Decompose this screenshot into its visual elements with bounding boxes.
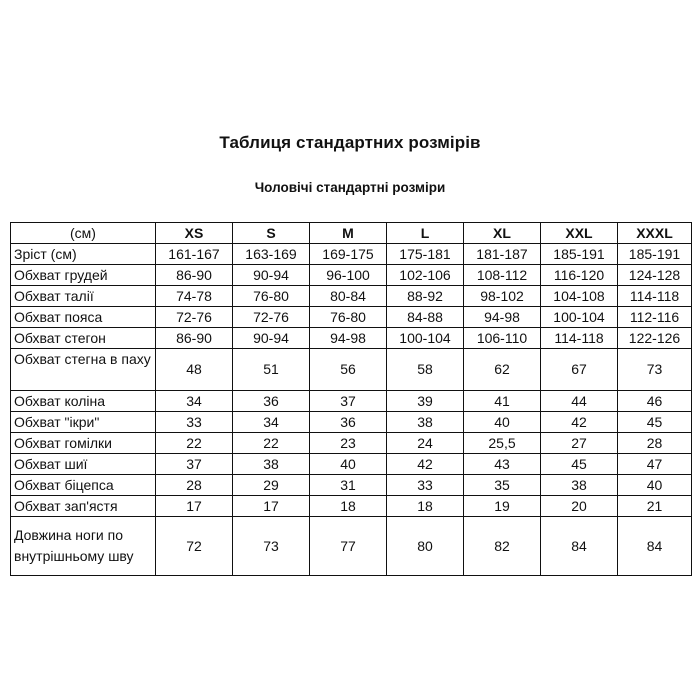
measurement-value: 36 [233,391,310,412]
measurement-value: 72-76 [156,307,233,328]
measurement-value: 102-106 [387,265,464,286]
measurement-value: 185-191 [618,244,692,265]
measurement-value: 28 [156,475,233,496]
measurement-value: 112-116 [618,307,692,328]
measurement-value: 104-108 [541,286,618,307]
measurement-label: Обхват гомілки [11,433,156,454]
measurement-value: 17 [156,496,233,517]
table-row [11,349,692,391]
size-header: L [387,223,464,244]
measurement-value: 175-181 [387,244,464,265]
measurement-value: 33 [387,475,464,496]
measurement-value: 90-94 [233,265,310,286]
table-row [11,454,692,475]
size-header: M [310,223,387,244]
measurement-value: 37 [310,391,387,412]
measurement-value: 20 [541,496,618,517]
measurement-value: 40 [464,412,541,433]
measurement-value: 51 [233,349,310,391]
measurement-value: 80-84 [310,286,387,307]
measurement-value: 28 [618,433,692,454]
measurement-label: Зріст (см) [11,244,156,265]
measurement-label: Обхват коліна [11,391,156,412]
measurement-value: 106-110 [464,328,541,349]
measurement-value: 46 [618,391,692,412]
measurement-value: 161-167 [156,244,233,265]
measurement-value: 76-80 [233,286,310,307]
measurement-label: Обхват талії [11,286,156,307]
page-title: Таблиця стандартних розмірів [219,133,481,152]
measurement-value: 114-118 [618,286,692,307]
measurement-value: 40 [310,454,387,475]
measurement-value: 80 [387,517,464,576]
measurement-value: 41 [464,391,541,412]
table-row [11,244,692,265]
measurement-value: 124-128 [618,265,692,286]
measurement-value: 96-100 [310,265,387,286]
measurement-value: 108-112 [464,265,541,286]
measurement-value: 23 [310,433,387,454]
measurement-value: 45 [618,412,692,433]
measurement-value: 18 [387,496,464,517]
measurement-value: 24 [387,433,464,454]
measurement-value: 67 [541,349,618,391]
measurement-value: 100-104 [541,307,618,328]
measurement-value: 86-90 [156,328,233,349]
measurement-value: 100-104 [387,328,464,349]
measurement-label: Обхват біцепса [11,475,156,496]
measurement-value: 38 [233,454,310,475]
measurement-value: 73 [233,517,310,576]
table-row [11,286,692,307]
measurement-value: 42 [387,454,464,475]
measurement-value: 17 [233,496,310,517]
measurement-value: 74-78 [156,286,233,307]
measurement-value: 84 [618,517,692,576]
size-chart-table [10,222,692,576]
measurement-label: Обхват грудей [11,265,156,286]
size-header: XXXL [618,223,692,244]
table-row [11,517,692,576]
measurement-value: 40 [618,475,692,496]
measurement-value: 181-187 [464,244,541,265]
measurement-value: 76-80 [310,307,387,328]
measurement-value: 94-98 [464,307,541,328]
measurement-value: 86-90 [156,265,233,286]
measurement-value: 84-88 [387,307,464,328]
measurement-value: 48 [156,349,233,391]
measurement-value: 43 [464,454,541,475]
measurement-value: 169-175 [310,244,387,265]
measurement-label: Обхват "ікри" [11,412,156,433]
measurement-label: Обхват стегна в паху [11,349,156,391]
measurement-value: 33 [156,412,233,433]
measurement-value: 47 [618,454,692,475]
header-row [11,223,692,244]
measurement-value: 58 [387,349,464,391]
measurement-value: 38 [387,412,464,433]
measurement-label: Довжина ноги по внутрішньому шву [11,517,156,576]
measurement-label: Обхват пояса [11,307,156,328]
measurement-value: 90-94 [233,328,310,349]
unit-header: (см) [11,223,156,244]
measurement-value: 18 [310,496,387,517]
measurement-value: 116-120 [541,265,618,286]
measurement-value: 82 [464,517,541,576]
measurement-value: 36 [310,412,387,433]
table-row [11,475,692,496]
measurement-label: Обхват зап'ястя [11,496,156,517]
measurement-value: 42 [541,412,618,433]
table-row [11,433,692,454]
measurement-value: 84 [541,517,618,576]
measurement-value: 114-118 [541,328,618,349]
measurement-value: 72 [156,517,233,576]
measurement-value: 62 [464,349,541,391]
measurement-value: 35 [464,475,541,496]
measurement-value: 34 [156,391,233,412]
measurement-value: 185-191 [541,244,618,265]
table-row [11,496,692,517]
measurement-value: 73 [618,349,692,391]
measurement-value: 163-169 [233,244,310,265]
measurement-value: 38 [541,475,618,496]
measurement-value: 22 [156,433,233,454]
measurement-value: 21 [618,496,692,517]
measurement-value: 56 [310,349,387,391]
table-row [11,265,692,286]
size-header: S [233,223,310,244]
measurement-value: 72-76 [233,307,310,328]
measurement-label: Обхват шиї [11,454,156,475]
measurement-value: 27 [541,433,618,454]
measurement-value: 31 [310,475,387,496]
measurement-value: 29 [233,475,310,496]
measurement-value: 98-102 [464,286,541,307]
measurement-value: 122-126 [618,328,692,349]
size-header: XS [156,223,233,244]
measurement-value: 34 [233,412,310,433]
measurement-value: 25,5 [464,433,541,454]
table-row [11,391,692,412]
measurement-value: 77 [310,517,387,576]
measurement-value: 37 [156,454,233,475]
measurement-label: Обхват стегон [11,328,156,349]
table-row [11,307,692,328]
table-row [11,412,692,433]
measurement-value: 88-92 [387,286,464,307]
size-header: XXL [541,223,618,244]
size-header: XL [464,223,541,244]
table-row [11,328,692,349]
measurement-value: 19 [464,496,541,517]
measurement-value: 39 [387,391,464,412]
measurement-value: 94-98 [310,328,387,349]
measurement-value: 44 [541,391,618,412]
measurement-value: 22 [233,433,310,454]
measurement-value: 45 [541,454,618,475]
table-subtitle: Чоловічі стандартні розміри [254,180,446,195]
